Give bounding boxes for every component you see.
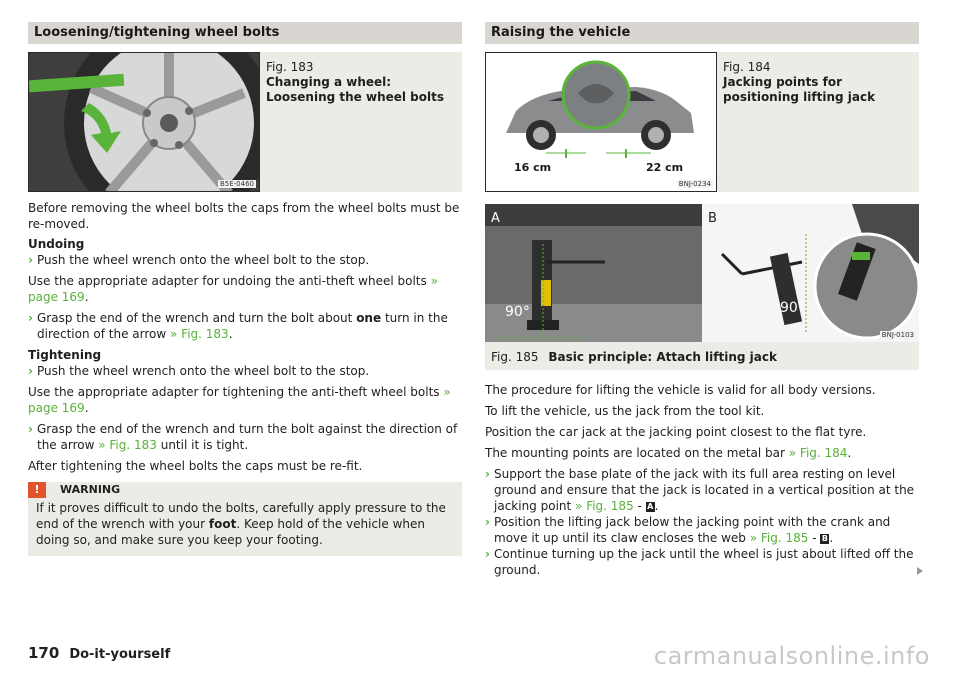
left-column (28, 22, 462, 556)
tight-step-1 (28, 363, 462, 379)
para-3: Position the car jack at the jacking point closest to the flat tyre. (485, 425, 867, 439)
undo-step-1-text: Push the wheel wrench onto the wheel bolt to the stop. (37, 253, 370, 267)
image-code: BNJ-0103 (881, 331, 914, 339)
raise-step-3-text: Continue turning up the jack until the wheel is just about lifted off the ground. (494, 547, 914, 577)
fig-183-link[interactable]: » Fig. 183 (170, 327, 229, 341)
jacking-points-image (485, 52, 717, 192)
bullet-arrow-icon: › (28, 422, 33, 436)
para-4-text: The mounting points are located on the metal bar (485, 446, 789, 460)
raising-instructions (485, 382, 919, 578)
figure-183-caption (266, 60, 456, 105)
panel-b-image (702, 204, 919, 342)
raise-step-1-text: Support the base plate of the jack with its full area resting on level ground and ensure that the jack is located in a vertical position at the jacking point (494, 467, 915, 513)
raise-step-1: › Support the base plate of the jack with its full area resting on level ground and ensure that the jack is located in a vertical position at the jacking point » Fig. 185 - A. (485, 467, 915, 513)
figure-caption-text: Basic principle: Attach lifting jack (548, 350, 777, 364)
warning-label: WARNING (60, 483, 121, 496)
panel-a-label: A (491, 211, 500, 226)
fig-185-link[interactable]: » Fig. 185 (575, 499, 634, 513)
para-4: The mounting points are located on the metal bar » Fig. 184. (485, 446, 852, 460)
undo-adapter-label: Use the appropriate adapter for undoing the anti-theft wheel bolts (28, 274, 431, 288)
page-169-link[interactable]: » page 169 (28, 274, 438, 304)
undo-step-2-text-b: turn in the direction of the arrow (37, 311, 448, 341)
warning-header (28, 482, 462, 498)
label-22cm: 22 cm (646, 161, 684, 174)
continue-arrow-icon (917, 567, 923, 575)
section-title-raising-vehicle: Raising the vehicle (485, 22, 919, 44)
undo-step-2-bold: one (356, 311, 382, 325)
figure-number: Fig. 185 (491, 350, 539, 364)
warning-text-bold: foot (208, 517, 237, 531)
para-2: To lift the vehicle, us the jack from the tool kit. (485, 404, 765, 418)
warning-box (28, 482, 462, 556)
fig-185-link[interactable]: » Fig. 185 (749, 531, 809, 545)
label-16cm: 16 cm (514, 161, 552, 174)
figure-number: Fig. 184 (723, 60, 771, 74)
car-side-illustration (486, 53, 716, 191)
bullet-arrow-icon: › (28, 253, 33, 267)
figure-185-images (485, 204, 919, 342)
fig-184-link[interactable]: » Fig. 184 (788, 446, 848, 460)
instructions-block (28, 200, 462, 474)
tight-step-2 (28, 421, 462, 453)
page-number: 170 (28, 644, 60, 662)
fig-183-link[interactable]: » Fig. 183 (98, 438, 157, 452)
warning-text-a: If it proves difficult to undo the bolts, carefully apply pressure to the end of the wrench with your (36, 501, 446, 531)
angle-a-label: 90° (505, 304, 530, 320)
warning-icon: ! (28, 482, 46, 498)
undo-adapter-text: Use the appropriate adapter for undoing the anti-theft wheel bolts » page 169. (28, 274, 438, 304)
warning-text-b: . Keep hold of the vehicle when doing so, and make sure you keep your footing. (36, 517, 425, 547)
figure-number: Fig. 183 (266, 60, 314, 74)
tight-step-2-text-a: Grasp the end of the wrench and turn the bolt against the direction of the arrow (37, 422, 458, 452)
figure-183 (28, 52, 462, 192)
raise-step-2: › Position the lifting jack below the jacking point with the crank and move it up until its claw encloses the web » Fig. 185 - B. (485, 515, 891, 545)
figure-caption-text: Changing a wheel: Loosening the wheel bolts (266, 75, 445, 104)
raise-step-3 (485, 546, 919, 578)
tight-adapter-text: Use the appropriate adapter for tightening the anti-theft wheel bolts » page 169. (28, 385, 451, 415)
undo-step-2: › Grasp the end of the wrench and turn the bolt about one turn in the direction of the arrow » Fig. 183. (28, 311, 448, 341)
figure-184 (485, 52, 919, 192)
box-b-icon: B (821, 533, 828, 543)
after-text: After tightening the wheel bolts the caps must be re-fit. (28, 459, 363, 473)
bullet-arrow-icon: › (485, 547, 490, 561)
section-title-wheel-bolts: Loosening/tightening wheel bolts (28, 22, 462, 44)
image-code: BNJ-0234 (678, 180, 711, 188)
intro-text: Before removing the wheel bolts the caps from the wheel bolts must be re-moved. (28, 201, 460, 231)
page-footer (28, 644, 170, 662)
footer-section: Do-it-yourself (69, 647, 171, 662)
panel-b-label: B (708, 211, 717, 226)
bullet-arrow-icon: › (28, 311, 33, 325)
figure-184-caption (723, 60, 913, 105)
tightening-heading: Tightening (28, 348, 102, 362)
raise-step-2-text: Position the lifting jack below the jacking point with the crank and move it up until its claw encloses the web (494, 515, 891, 545)
bullet-arrow-icon: › (485, 467, 490, 481)
jack-claw-illustration (702, 204, 919, 342)
figure-caption-text: Jacking points for positioning lifting jack (723, 75, 876, 104)
angle-b-label: 90° (780, 300, 805, 316)
figure-185-caption (491, 350, 777, 364)
box-a-icon: A (647, 501, 654, 511)
jack-under-car-illustration (485, 204, 702, 342)
watermark: carmanualsonline.info (653, 642, 930, 670)
tight-step-2-text-b: until it is tight. (156, 438, 249, 452)
bullet-arrow-icon: › (485, 515, 490, 529)
bullet-arrow-icon: › (28, 364, 33, 378)
right-column (485, 22, 919, 578)
wheel-bolt-image (28, 52, 260, 192)
tight-step-1-text: Push the wheel wrench onto the wheel bolt to the stop. (37, 364, 370, 378)
image-code: B5E-0460 (219, 180, 254, 188)
para-1: The procedure for lifting the vehicle is valid for all body versions. (485, 383, 876, 397)
undo-step-1 (28, 252, 462, 268)
undo-step-2-text-a: Grasp the end of the wrench and turn the bolt about (37, 311, 357, 325)
figure-185 (485, 204, 919, 370)
warning-text (28, 498, 462, 548)
wheel-illustration (29, 53, 259, 191)
panel-a-image (485, 204, 702, 342)
tight-adapter-label: Use the appropriate adapter for tightening the anti-theft wheel bolts (28, 385, 444, 399)
page-169-link[interactable]: » page 169 (28, 385, 451, 415)
undoing-heading: Undoing (28, 237, 85, 251)
